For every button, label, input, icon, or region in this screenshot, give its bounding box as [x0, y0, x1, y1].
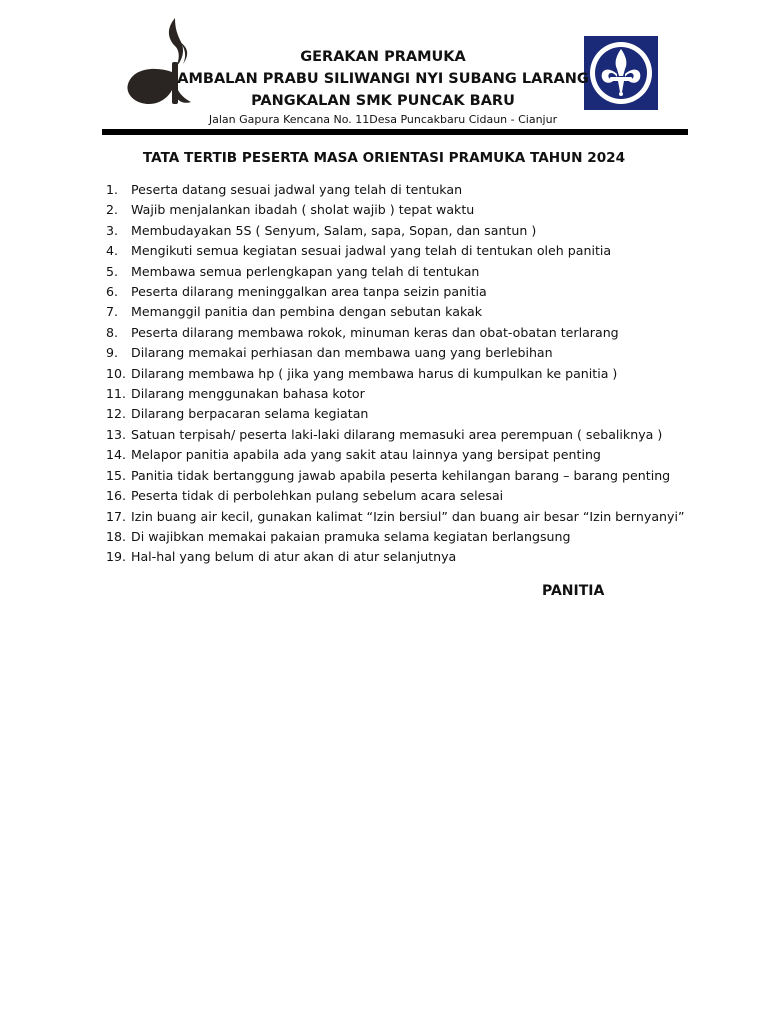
list-item	[106, 302, 706, 322]
list-item	[106, 486, 706, 506]
list-item	[106, 445, 706, 465]
list-item-number: 1.	[106, 182, 119, 197]
list-item-text: Membawa semua perlengkapan yang telah di tentukan	[131, 263, 480, 279]
list-item-text: Satuan terpisah/ peserta laki-laki dilarang memasuki area perempuan ( sebaliknya )	[131, 426, 663, 442]
header-unit: AMBALAN PRABU SILIWANGI NYI SUBANG LARANG	[177, 71, 589, 87]
list-item-number: 14.	[106, 447, 127, 463]
list-item-text: Wajib menjalankan ibadah ( sholat wajib ) tepat waktu	[131, 202, 475, 218]
list-item-text: Di wajibkan memakai pakaian pramuka selama kegiatan berlangsung	[131, 528, 571, 544]
list-item-text: Dilarang berpacaran selama kegiatan	[131, 406, 369, 422]
list-item-number: 11.	[106, 386, 127, 402]
list-item	[106, 547, 706, 567]
list-item	[106, 384, 706, 404]
header-address: Jalan Gapura Kencana No. 11Desa Puncakbaru Cidaun - Cianjur	[208, 113, 558, 126]
rules-list	[106, 180, 706, 568]
list-item	[106, 507, 706, 527]
list-item-text: Peserta tidak di perbolehkan pulang sebelum acara selesai	[131, 488, 504, 504]
list-item-text: Izin buang air kecil, gunakan kalimat “Izin bersiul” dan buang air besar “Izin bernyanyi”	[131, 508, 685, 524]
list-item-text: Peserta datang sesuai jadwal yang telah di tentukan	[131, 182, 463, 197]
list-item	[106, 200, 706, 220]
list-item	[106, 221, 706, 241]
list-item	[106, 241, 706, 261]
list-item-number: 15.	[106, 467, 127, 483]
list-item-number: 7.	[106, 304, 119, 320]
list-item-text: Dilarang memakai perhiasan dan membawa uang yang berlebihan	[131, 345, 553, 361]
signature-label: PANITIA	[542, 583, 605, 599]
list-item	[106, 180, 706, 200]
list-item	[106, 425, 706, 445]
list-item-number: 12.	[106, 406, 127, 422]
list-item-number: 13.	[106, 426, 127, 442]
list-item-text: Melapor panitia apabila ada yang sakit atau lainnya yang bersipat penting	[131, 447, 601, 463]
list-item-number: 16.	[106, 488, 127, 504]
list-item-text: Mengikuti semua kegiatan sesuai jadwal yang telah di tentukan oleh panitia	[131, 243, 612, 259]
list-item-number: 5.	[106, 263, 119, 279]
header-organization: GERAKAN PRAMUKA	[300, 49, 466, 65]
list-item	[106, 527, 706, 547]
list-item	[106, 466, 706, 486]
list-item	[106, 323, 706, 343]
list-item-number: 18.	[106, 528, 127, 544]
list-item-number: 19.	[106, 549, 127, 565]
list-item-text: Peserta dilarang membawa rokok, minuman keras dan obat-obatan terlarang	[131, 324, 619, 340]
list-item-number: 3.	[106, 222, 119, 238]
list-item-number: 4.	[106, 243, 119, 259]
list-item	[106, 404, 706, 424]
list-item-text: Panitia tidak bertanggung jawab apabila peserta kehilangan barang – barang penting	[131, 467, 671, 483]
header-base: PANGKALAN SMK PUNCAK BARU	[251, 93, 515, 109]
list-item-text: Membudayakan 5S ( Senyum, Salam, sapa, Sopan, dan santun )	[131, 222, 537, 238]
list-item-number: 9.	[106, 345, 119, 361]
list-item	[106, 262, 706, 282]
list-item	[106, 343, 706, 363]
list-item-text: Hal-hal yang belum di atur akan di atur selanjutnya	[131, 549, 457, 565]
document-title: TATA TERTIB PESERTA MASA ORIENTASI PRAMUKA TAHUN 2024	[142, 150, 626, 166]
list-item	[106, 364, 706, 384]
list-item-number: 10.	[106, 365, 127, 381]
list-item-number: 6.	[106, 284, 119, 300]
list-item-number: 2.	[106, 202, 119, 218]
list-item-text: Memanggil panitia dan pembina dengan sebutan kakak	[131, 304, 483, 320]
list-item-number: 17.	[106, 508, 127, 524]
header-divider	[102, 129, 688, 135]
list-item-text: Peserta dilarang meninggalkan area tanpa seizin panitia	[131, 284, 487, 300]
list-item-number: 8.	[106, 324, 119, 340]
list-item-text: Dilarang membawa hp ( jika yang membawa harus di kumpulkan ke panitia )	[131, 365, 618, 381]
list-item	[106, 282, 706, 302]
list-item-text: Dilarang menggunakan bahasa kotor	[131, 386, 365, 402]
